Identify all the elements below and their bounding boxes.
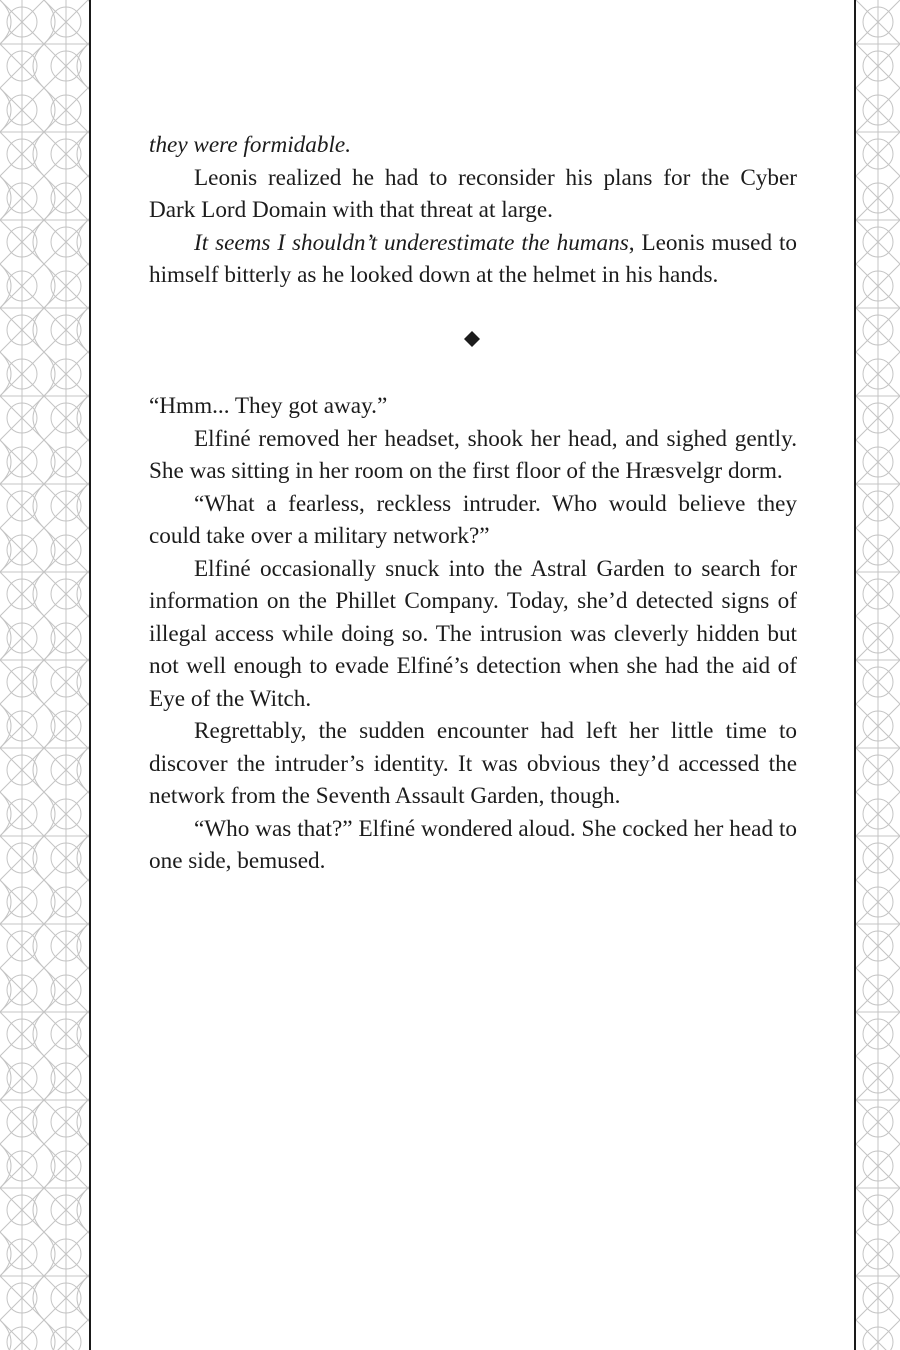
italic-thought: It seems I shouldn’t underestimate the humans	[194, 229, 629, 256]
paragraph-headset: Elfiné removed her headset, shook her head, and sighed gently. She was sitting in her room on the first floor of the Hræsvelgr dorm.	[149, 425, 797, 484]
right-frame-line	[854, 0, 856, 1350]
paragraph-leonis-mused	[149, 227, 797, 292]
left-frame-line	[89, 0, 91, 1350]
paragraph-who-was-that: “Who was that?” Elfiné wondered aloud. She cocked her head to one side, bemused.	[149, 815, 797, 874]
paragraph-astral-garden: Elfiné occasionally snuck into the Astral Garden to search for information on the Phillet Company. Today, she’d detected signs of illegal access while doing so. The intrusion was cleverly hidden but not well enough to evade Elfiné’s detection when she had the aid of Eye of the Witch.	[149, 555, 797, 712]
section-one-text	[149, 129, 797, 292]
paragraph-leonis-plans: Leonis realized he had to reconsider his plans for the Cyber Dark Lord Domain with that threat at large.	[149, 164, 797, 223]
paragraph-leonis-mused-rest: , Leonis mused to himself bitterly as he looked down at the helmet in his hands.	[149, 229, 797, 288]
right-decorative-border	[856, 0, 900, 1350]
left-decorative-border	[0, 0, 90, 1350]
paragraph-intruder: “What a fearless, reckless intruder. Who would believe they could take over a military network?”	[149, 490, 797, 549]
diamond-icon	[463, 330, 481, 348]
paragraph-formidable: they were formidable.	[149, 132, 351, 158]
paragraph-regrettably: Regrettably, the sudden encounter had left her little time to discover the intruder’s identity. It was obvious they’d accessed the network from the Seventh Assault Garden, though.	[149, 718, 797, 809]
section-two-text	[149, 390, 797, 878]
paragraph-got-away: “Hmm... They got away.”	[149, 393, 388, 419]
